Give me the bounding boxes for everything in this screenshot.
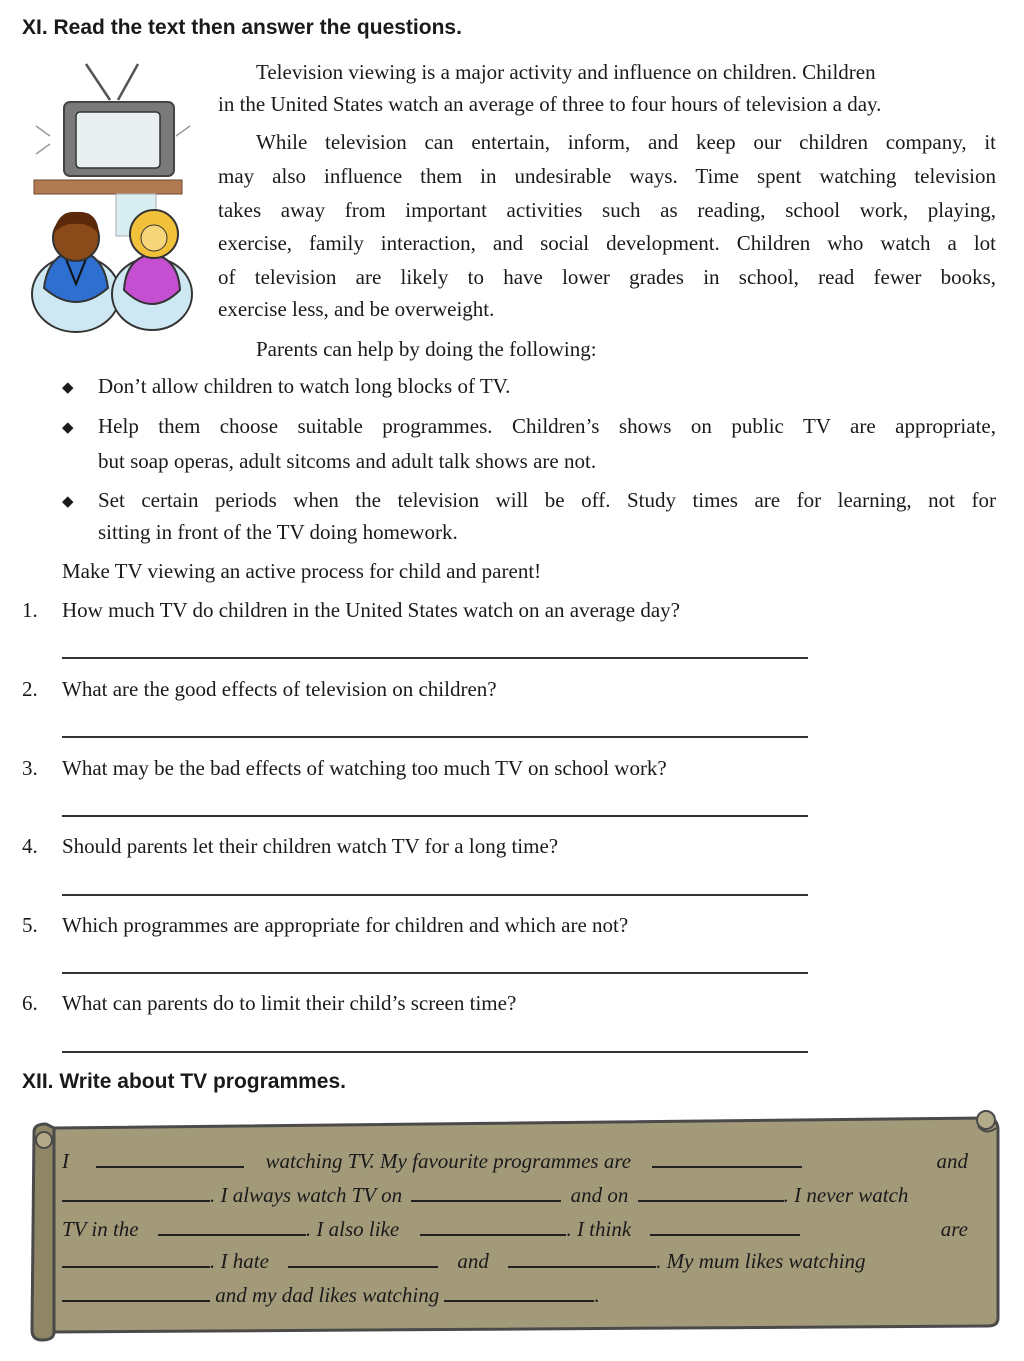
scroll-text: . I always watch TV on: [210, 1183, 403, 1207]
fill-blank[interactable]: [444, 1284, 594, 1302]
fill-blank[interactable]: [62, 1250, 210, 1268]
passage-para2-line6: exercise less, and be overweight.: [218, 297, 495, 321]
fill-blank[interactable]: [411, 1184, 561, 1202]
scroll-line-1: [62, 1149, 968, 1174]
answer-line-4[interactable]: [62, 894, 808, 896]
question-text: How much TV do children in the United States watch on an average day?: [62, 598, 680, 622]
question-number: 6.: [22, 991, 38, 1015]
question-number: 2.: [22, 677, 38, 701]
fill-blank[interactable]: [96, 1150, 244, 1168]
question-text: Which programmes are appropriate for children and which are not?: [62, 913, 629, 937]
passage-para2-line4: exercise, family interaction, and social development. Children who watch a lot: [218, 231, 996, 255]
tv-icon: [36, 102, 190, 176]
section-12-heading: XII. Write about TV programmes.: [22, 1070, 347, 1093]
fill-blank[interactable]: [62, 1184, 210, 1202]
question-text: What are the good effects of television on children?: [62, 677, 497, 701]
question-number: 1.: [22, 598, 38, 622]
fill-blank[interactable]: [158, 1218, 306, 1236]
tv-antenna-icon: [86, 64, 138, 100]
scroll-text: . I think: [566, 1217, 632, 1241]
question-number: 5.: [22, 913, 38, 937]
question-number: 4.: [22, 834, 38, 858]
scroll-text: TV in the: [62, 1217, 139, 1241]
passage-para2-line2: may also influence them in undesirable ways. Time spent watching television: [218, 164, 996, 188]
passage-para2-line3: takes away from important activities such as reading, school work, playing,: [218, 198, 996, 222]
passage-para1-line2: in the United States watch an average of three to four hours of television a day.: [218, 92, 882, 116]
closing-line: Make TV viewing an active process for child and parent!: [62, 559, 542, 583]
answer-line-6[interactable]: [62, 1051, 808, 1053]
scroll-text: . My mum likes watching: [656, 1249, 866, 1273]
question-text: What may be the bad effects of watching too much TV on school work?: [62, 756, 667, 780]
bullet-3-line1: Set certain periods when the television will be off. Study times are for learning, not for: [98, 488, 996, 512]
fill-blank[interactable]: [652, 1150, 802, 1168]
parents-intro: Parents can help by doing the following:: [256, 337, 597, 361]
scroll-text: I: [62, 1149, 69, 1173]
scroll-text: watching TV. My favourite programmes are: [265, 1149, 632, 1173]
diamond-bullet-icon: ◆: [62, 494, 74, 510]
section-11-heading: XI. Read the text then answer the questions.: [22, 16, 462, 39]
fill-blank[interactable]: [638, 1184, 784, 1202]
scroll-line-4: [62, 1249, 968, 1274]
scroll-text: and: [457, 1249, 489, 1273]
bullet-3-line2: sitting in front of the TV doing homework.: [98, 520, 458, 544]
passage-para1-line1: Television viewing is a major activity and influence on children. Children: [256, 60, 876, 84]
scroll-text: . I never watch: [783, 1183, 909, 1207]
fill-blank[interactable]: [420, 1218, 566, 1236]
scroll-text: . I also like: [305, 1217, 400, 1241]
passage-para2-line1: While television can entertain, inform, and keep our children company, it: [256, 130, 996, 154]
scroll-text: and my dad likes watching: [215, 1283, 440, 1307]
diamond-bullet-icon: ◆: [62, 380, 74, 396]
scroll-text: and: [936, 1149, 968, 1173]
bullet-2-line1: Help them choose suitable programmes. Children’s shows on public TV are appropriate,: [98, 414, 996, 438]
scroll-text: are: [940, 1217, 968, 1241]
fill-blank[interactable]: [62, 1284, 210, 1302]
answer-line-2[interactable]: [62, 736, 808, 738]
question-text: Should parents let their children watch TV for a long time?: [62, 834, 559, 858]
question-text: What can parents do to limit their child’s screen time?: [62, 991, 517, 1015]
fill-blank[interactable]: [288, 1250, 438, 1268]
answer-line-1[interactable]: [62, 657, 808, 659]
scroll-line-2: [62, 1183, 968, 1208]
bullet-2-line2: but soap operas, adult sitcoms and adult talk shows are not.: [98, 449, 597, 473]
scroll-line-5: and my dad likes watching .: [62, 1283, 600, 1308]
answer-line-5[interactable]: [62, 972, 808, 974]
fill-blank[interactable]: [508, 1250, 656, 1268]
tv-children-illustration: [28, 58, 198, 340]
boy-child-icon: [32, 212, 120, 332]
diamond-bullet-icon: ◆: [62, 420, 74, 436]
question-number: 3.: [22, 756, 38, 780]
fill-blank[interactable]: [650, 1218, 800, 1236]
bullet-1-text: Don’t allow children to watch long blocks of TV.: [98, 374, 511, 398]
passage-para2-line5: of television are likely to have lower grades in school, read fewer books,: [218, 265, 996, 289]
scroll-text: . I hate: [210, 1249, 269, 1273]
scroll-text: and on: [570, 1183, 629, 1207]
scroll-line-3: [62, 1217, 968, 1242]
answer-line-3[interactable]: [62, 815, 808, 817]
